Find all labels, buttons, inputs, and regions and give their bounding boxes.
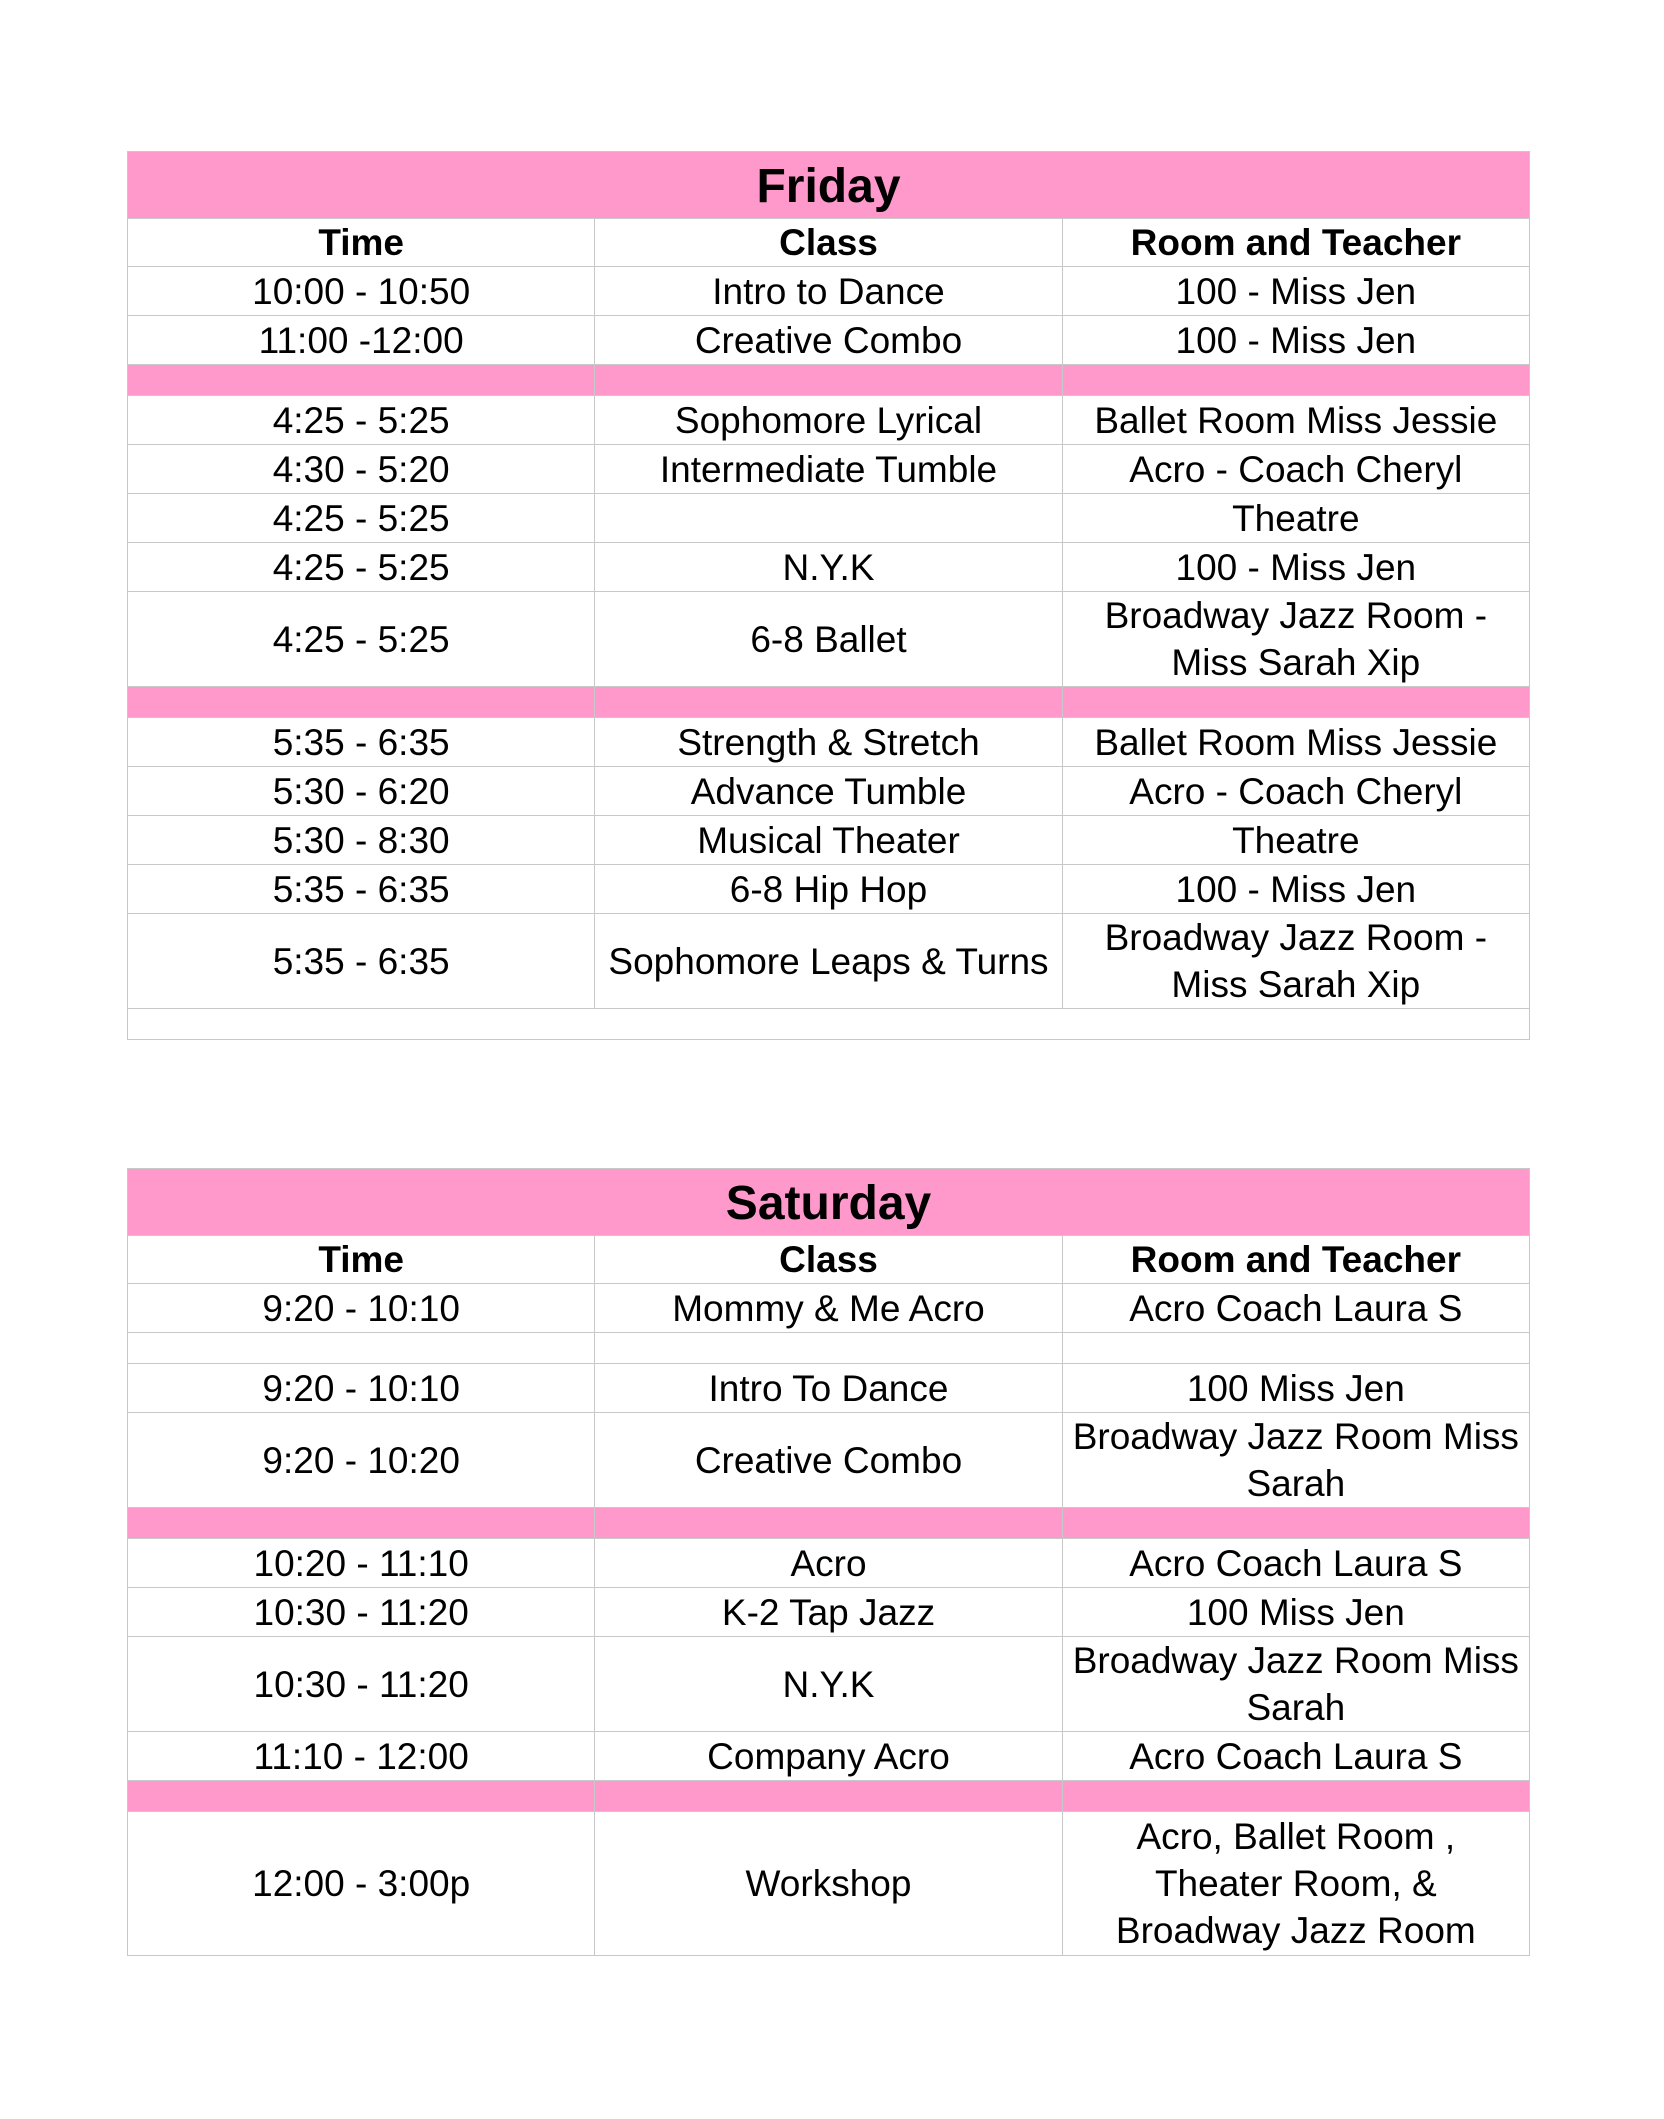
separator-cell <box>1062 365 1529 396</box>
column-header-time: Time <box>128 219 595 267</box>
separator-cell <box>1062 1508 1529 1539</box>
room-teacher-cell: Acro - Coach Cheryl <box>1062 445 1529 494</box>
class-cell: Company Acro <box>595 1732 1062 1781</box>
saturday-header-row <box>128 1236 1530 1284</box>
time-cell: 9:20 - 10:10 <box>128 1284 595 1333</box>
table-row <box>128 1588 1530 1637</box>
time-cell: 4:25 - 5:25 <box>128 494 595 543</box>
friday-title-row <box>128 152 1530 219</box>
table-row <box>128 816 1530 865</box>
table-row <box>128 396 1530 445</box>
class-cell: Creative Combo <box>595 316 1062 365</box>
room-teacher-cell: Broadway Jazz Room Miss Sarah <box>1062 1637 1529 1732</box>
time-cell: 5:35 - 6:35 <box>128 914 595 1009</box>
class-cell: Workshop <box>595 1812 1062 1956</box>
room-teacher-cell: Theatre <box>1062 816 1529 865</box>
class-cell: Mommy & Me Acro <box>595 1284 1062 1333</box>
room-teacher-cell: Theatre <box>1062 494 1529 543</box>
room-teacher-cell: 100 Miss Jen <box>1062 1588 1529 1637</box>
separator-cell <box>595 1781 1062 1812</box>
table-row <box>128 1539 1530 1588</box>
blank-cell <box>595 1333 1062 1364</box>
class-cell: Acro <box>595 1539 1062 1588</box>
time-cell: 5:30 - 6:20 <box>128 767 595 816</box>
table-row <box>128 914 1530 1009</box>
table-row <box>128 267 1530 316</box>
table-row <box>128 1637 1530 1732</box>
separator-row <box>128 687 1530 718</box>
table-row <box>128 1284 1530 1333</box>
separator-cell <box>595 687 1062 718</box>
class-cell: Creative Combo <box>595 1413 1062 1508</box>
separator-cell <box>128 1781 595 1812</box>
time-cell: 12:00 - 3:00p <box>128 1812 595 1956</box>
class-cell: N.Y.K <box>595 1637 1062 1732</box>
time-cell: 10:20 - 11:10 <box>128 1539 595 1588</box>
saturday-title-row <box>128 1169 1530 1236</box>
time-cell: 10:30 - 11:20 <box>128 1637 595 1732</box>
class-cell: Advance Tumble <box>595 767 1062 816</box>
class-cell: Intro to Dance <box>595 267 1062 316</box>
table-row <box>128 1812 1530 1956</box>
room-teacher-cell: Broadway Jazz Room - Miss Sarah Xip <box>1062 914 1529 1009</box>
time-cell: 11:00 -12:00 <box>128 316 595 365</box>
room-teacher-cell: Broadway Jazz Room - Miss Sarah Xip <box>1062 592 1529 687</box>
class-cell: Musical Theater <box>595 816 1062 865</box>
room-teacher-cell: Broadway Jazz Room Miss Sarah <box>1062 1413 1529 1508</box>
room-teacher-cell: Acro Coach Laura S <box>1062 1284 1529 1333</box>
room-teacher-cell: Acro, Ballet Room , Theater Room, & Broadway Jazz Room <box>1062 1812 1529 1956</box>
table-row <box>128 316 1530 365</box>
separator-cell <box>595 1508 1062 1539</box>
blank-row <box>128 1009 1530 1040</box>
friday-schedule-table <box>127 151 1530 1040</box>
column-header-room-teacher: Room and Teacher <box>1062 219 1529 267</box>
table-row <box>128 1364 1530 1413</box>
blank-cell <box>128 1009 1530 1040</box>
room-teacher-cell: 100 - Miss Jen <box>1062 865 1529 914</box>
class-cell: Strength & Stretch <box>595 718 1062 767</box>
time-cell: 4:25 - 5:25 <box>128 543 595 592</box>
time-cell: 9:20 - 10:20 <box>128 1413 595 1508</box>
table-row <box>128 1732 1530 1781</box>
time-cell: 4:25 - 5:25 <box>128 592 595 687</box>
blank-row <box>128 1333 1530 1364</box>
class-cell <box>595 494 1062 543</box>
column-header-class: Class <box>595 219 1062 267</box>
class-cell: 6-8 Ballet <box>595 592 1062 687</box>
room-teacher-cell: 100 - Miss Jen <box>1062 267 1529 316</box>
column-header-room-teacher: Room and Teacher <box>1062 1236 1529 1284</box>
time-cell: 10:00 - 10:50 <box>128 267 595 316</box>
room-teacher-cell: 100 - Miss Jen <box>1062 316 1529 365</box>
class-cell: N.Y.K <box>595 543 1062 592</box>
room-teacher-cell: Ballet Room Miss Jessie <box>1062 396 1529 445</box>
table-row <box>128 543 1530 592</box>
column-header-class: Class <box>595 1236 1062 1284</box>
separator-row <box>128 365 1530 396</box>
room-teacher-cell: Acro Coach Laura S <box>1062 1732 1529 1781</box>
blank-cell <box>1062 1333 1529 1364</box>
separator-cell <box>128 365 595 396</box>
class-cell: Sophomore Leaps & Turns <box>595 914 1062 1009</box>
saturday-title: Saturday <box>128 1169 1530 1236</box>
separator-cell <box>128 687 595 718</box>
class-cell: 6-8 Hip Hop <box>595 865 1062 914</box>
separator-row <box>128 1508 1530 1539</box>
time-cell: 5:35 - 6:35 <box>128 718 595 767</box>
class-cell: K-2 Tap Jazz <box>595 1588 1062 1637</box>
saturday-schedule-table <box>127 1168 1530 1956</box>
table-row <box>128 865 1530 914</box>
room-teacher-cell: Ballet Room Miss Jessie <box>1062 718 1529 767</box>
time-cell: 10:30 - 11:20 <box>128 1588 595 1637</box>
room-teacher-cell: Acro Coach Laura S <box>1062 1539 1529 1588</box>
separator-cell <box>1062 1781 1529 1812</box>
separator-cell <box>1062 687 1529 718</box>
room-teacher-cell: 100 Miss Jen <box>1062 1364 1529 1413</box>
room-teacher-cell: Acro - Coach Cheryl <box>1062 767 1529 816</box>
table-row <box>128 1413 1530 1508</box>
table-row <box>128 718 1530 767</box>
time-cell: 5:30 - 8:30 <box>128 816 595 865</box>
class-cell: Intro To Dance <box>595 1364 1062 1413</box>
separator-row <box>128 1781 1530 1812</box>
time-cell: 11:10 - 12:00 <box>128 1732 595 1781</box>
friday-header-row <box>128 219 1530 267</box>
room-teacher-cell: 100 - Miss Jen <box>1062 543 1529 592</box>
separator-cell <box>128 1508 595 1539</box>
column-header-time: Time <box>128 1236 595 1284</box>
friday-title: Friday <box>128 152 1530 219</box>
table-row <box>128 445 1530 494</box>
separator-cell <box>595 365 1062 396</box>
class-cell: Intermediate Tumble <box>595 445 1062 494</box>
class-cell: Sophomore Lyrical <box>595 396 1062 445</box>
table-row <box>128 494 1530 543</box>
table-row <box>128 767 1530 816</box>
table-row <box>128 592 1530 687</box>
time-cell: 4:25 - 5:25 <box>128 396 595 445</box>
blank-cell <box>128 1333 595 1364</box>
time-cell: 9:20 - 10:10 <box>128 1364 595 1413</box>
time-cell: 5:35 - 6:35 <box>128 865 595 914</box>
time-cell: 4:30 - 5:20 <box>128 445 595 494</box>
